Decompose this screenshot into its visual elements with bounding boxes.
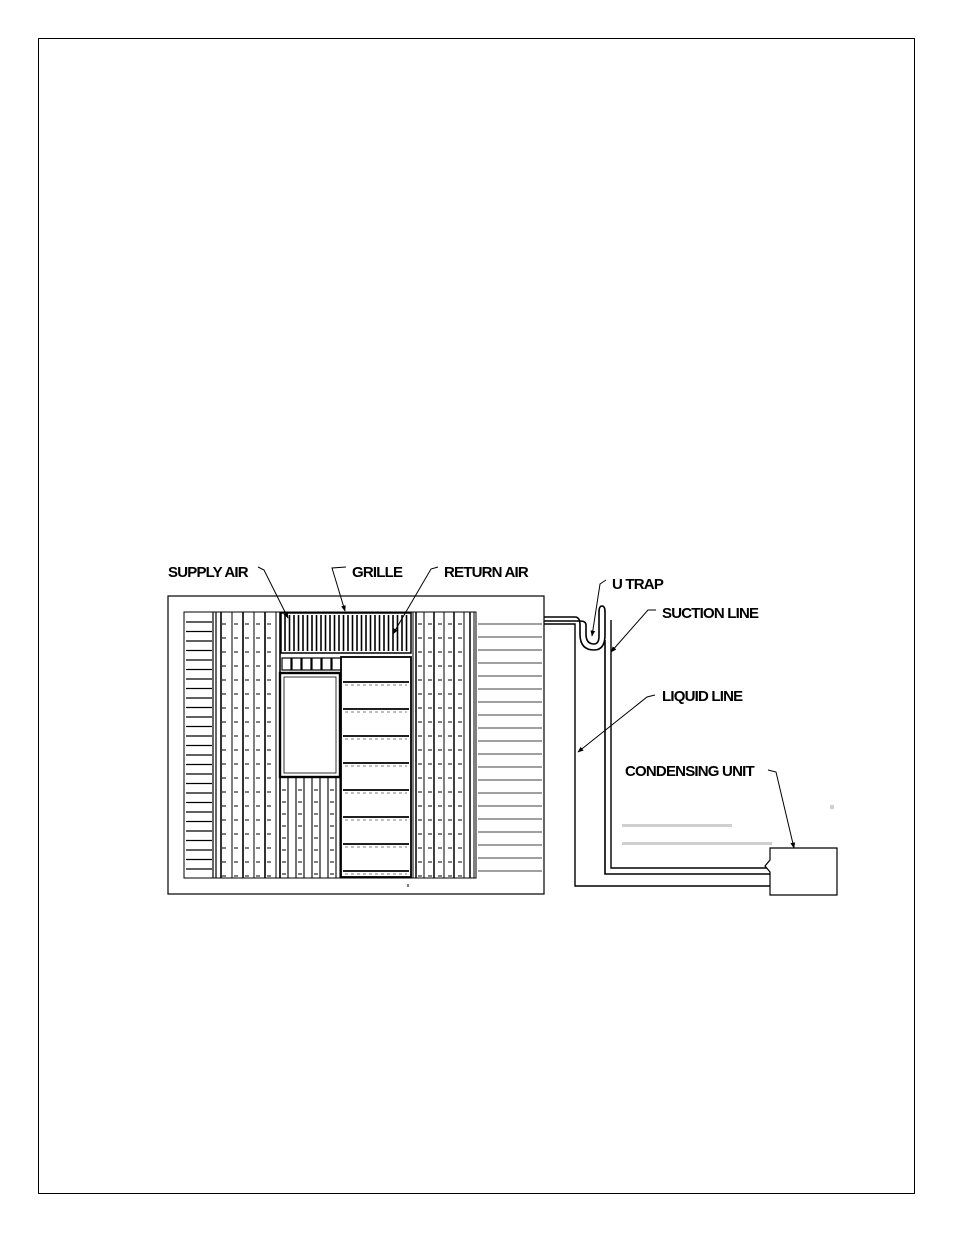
right-shelving <box>413 612 474 878</box>
u-trap-label: U TRAP <box>612 576 664 593</box>
grille-leader <box>332 567 346 611</box>
cooler-outline <box>168 596 544 894</box>
condensing-unit-box <box>765 848 837 895</box>
supply-air-label: SUPPLY AIR <box>168 564 248 581</box>
door-opening <box>280 673 340 777</box>
condensing-unit-leader <box>768 770 794 848</box>
left-shelving <box>216 612 280 878</box>
lower-shelving <box>280 778 340 878</box>
condensing-unit-label: CONDENSING UNIT <box>625 763 754 780</box>
liquid-line-pipe <box>544 624 780 886</box>
center-shelves <box>341 657 411 877</box>
cooler-elevation <box>168 596 544 894</box>
liquid-line-label: LIQUID LINE <box>662 688 743 705</box>
suction-line-label: SUCTION LINE <box>662 605 759 622</box>
small-box-row <box>282 658 341 670</box>
supply-air-leader <box>258 567 288 618</box>
return-air-label: RETURN AIR <box>444 564 528 581</box>
right-slat-panel <box>478 624 542 871</box>
left-slat-column <box>186 612 216 878</box>
faint-marks <box>622 805 834 845</box>
grille-area <box>281 613 411 653</box>
grille-label: GRILLE <box>352 564 403 581</box>
liquid-line-leader <box>578 695 655 752</box>
suction-line-leader <box>611 610 656 652</box>
